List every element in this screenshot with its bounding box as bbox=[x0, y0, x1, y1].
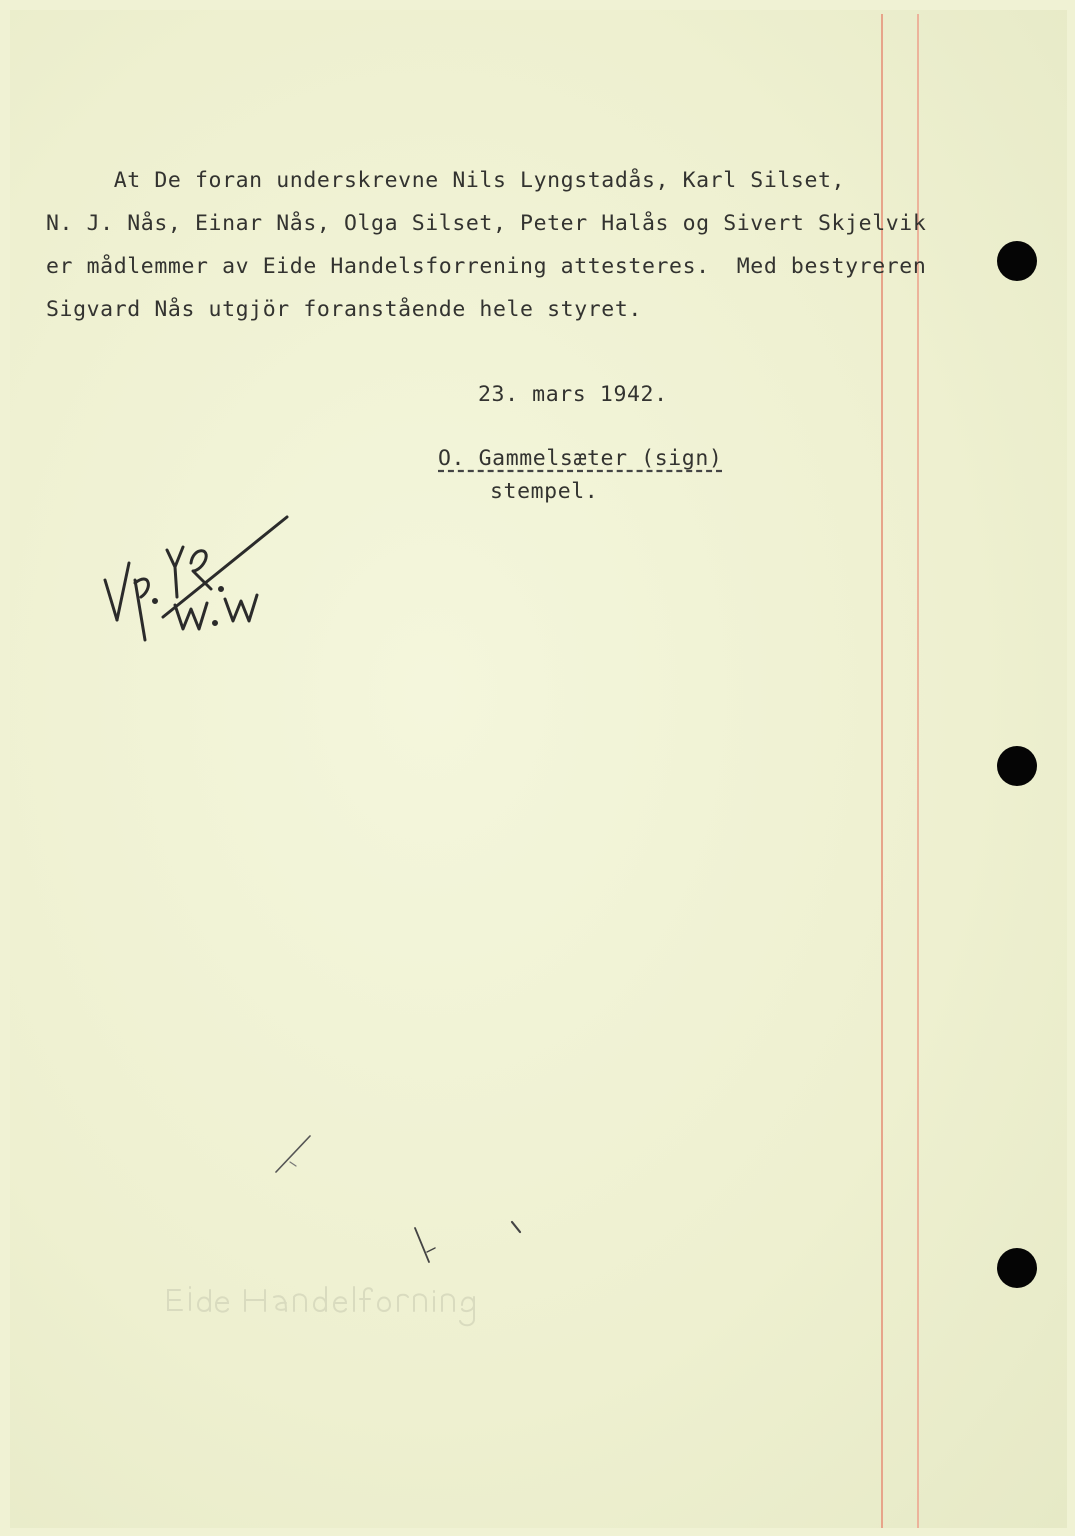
punch-hole-top bbox=[997, 241, 1037, 281]
margin-line-left bbox=[881, 14, 883, 1528]
date-line: 23. mars 1942. bbox=[478, 382, 668, 407]
faint-stamp-trace bbox=[150, 1275, 490, 1335]
pencil-mark bbox=[270, 1130, 320, 1180]
pencil-dash bbox=[508, 1218, 528, 1238]
body-line-2: N. J. Nås, Einar Nås, Olga Silset, Peter Halås og Sivert Skjelvik bbox=[46, 211, 927, 236]
signature-line: O. Gammelsæter (sign) bbox=[438, 446, 723, 471]
body-line-1: At De foran underskrevne Nils Lyngstadås, Karl Silset, bbox=[46, 168, 846, 193]
body-line-3: er mådlemmer av Eide Handelsforrening attesteres. Med bestyreren bbox=[46, 254, 927, 279]
handwritten-initials bbox=[95, 505, 305, 650]
stamp-note: stempel. bbox=[490, 479, 599, 504]
body-line-4: Sigvard Nås utgjör foranstående hele styret. bbox=[46, 297, 642, 322]
pencil-tick bbox=[405, 1222, 445, 1272]
punch-hole-middle bbox=[997, 746, 1037, 786]
margin-line-right bbox=[917, 14, 919, 1528]
punch-hole-bottom bbox=[997, 1248, 1037, 1288]
